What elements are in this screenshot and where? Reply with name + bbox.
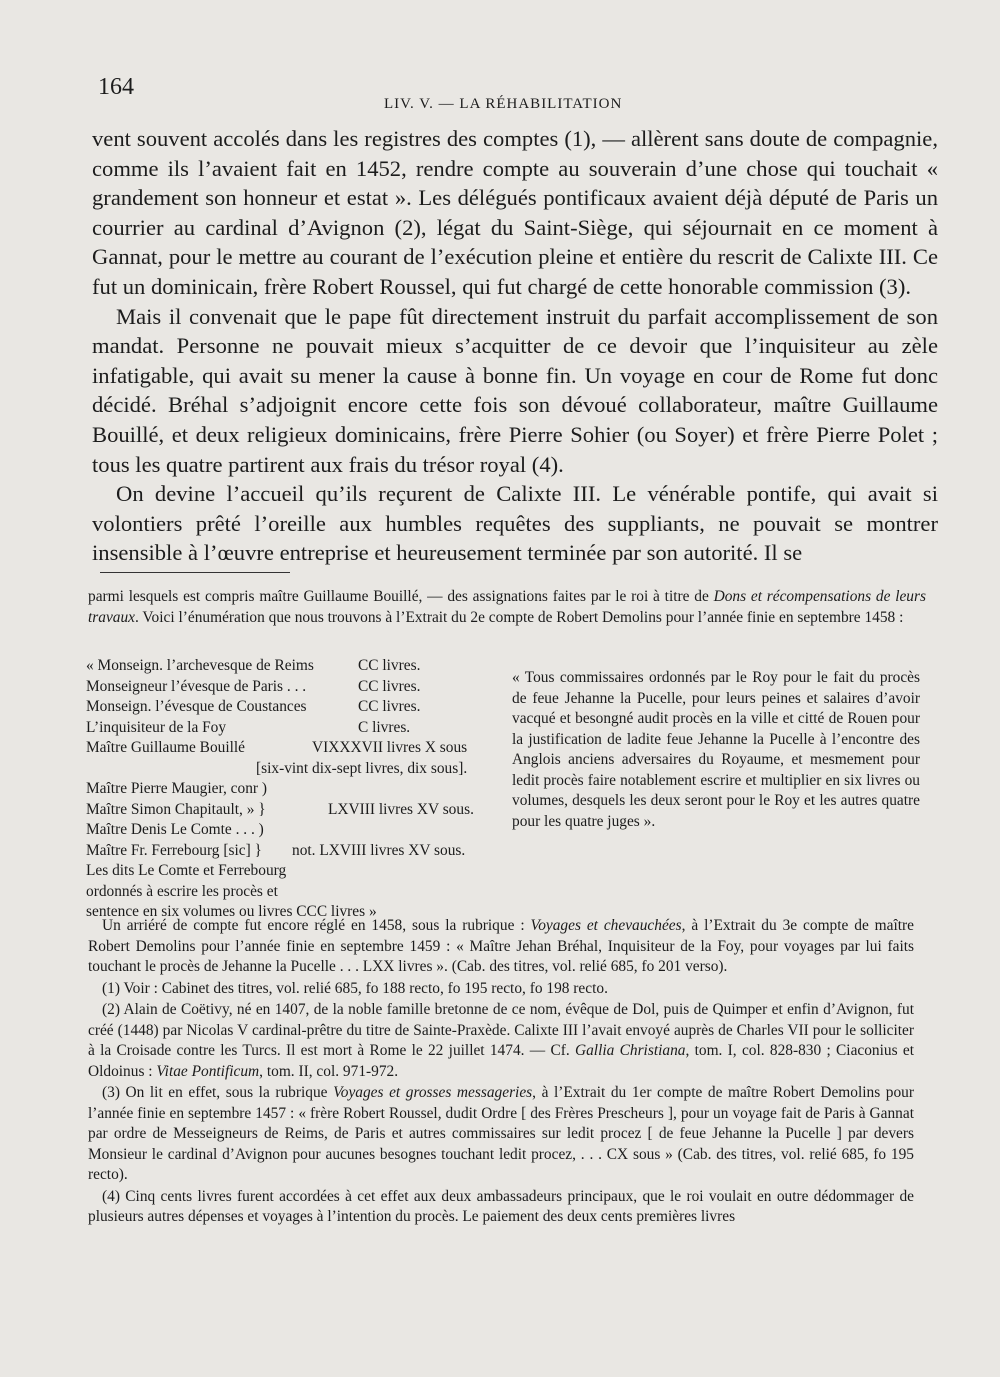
ledger-name: Monseign. l’évesque de Coustances: [86, 698, 307, 715]
ledger-amount: CC livres.: [358, 657, 421, 674]
ledger-row: [86, 800, 506, 821]
ledger-name: Maître Fr. Ferrebourg [sic] }: [86, 841, 262, 859]
footnote-text: Un arriéré de compte fut encore réglé en 1458, sous la rubrique :: [102, 917, 531, 934]
running-head: LIV. V. — LA RÉHABILITATION: [384, 96, 623, 112]
ledger-name: Maître Pierre Maugier, conr ): [86, 780, 268, 797]
page-number: 164: [98, 74, 134, 100]
ledger-name: Monseigneur l’évesque de Paris . . .: [86, 677, 307, 695]
ledger-row: [86, 697, 506, 718]
footnote-italic: Vitae Pontificum: [156, 1062, 260, 1080]
ledger-amount: CC livres.: [358, 677, 421, 695]
ledger-name: Les dits Le Comte et Ferrebourg: [86, 862, 287, 879]
footnote-text: , à l’Extrait du 1er compte de maître Robert Demolins pour l’année finie en septembre 1457 : « frère Robert Roussel, dudit Ordre [ des Frères Prescheurs ], pour un voyage fait de Paris à Gannat par ordre de Messeigneurs de Reims, de Paris et autres commissaires sur ledit procez [ de feue Jehanne la Pucelle ] par devers Monsieur le cardinal d’Avignon pour aucunes besognes touchant ledit procez, . . . CX sous » (Cab. des titres, vol. relié 685, fo 195 recto).: [88, 1084, 914, 1183]
ledger-row: [86, 759, 506, 780]
ledger-name: « Monseign. l’archevesque de Reims: [86, 657, 314, 674]
footnote-italic: Gallia Christiana: [574, 1042, 686, 1059]
footnote-rule: [100, 572, 290, 573]
ledger-row: [86, 882, 506, 903]
quoted-entry: « Tous commissaires ordonnés par le Roy pour le fait du procès de feue Jehanne la Pucelle, pour leurs peines et salaires d’avoir vacqué et besongné audit procès en la ville et citté de Rouen pour la justification de ladite feue Jehanne la Pucelle à l’encontre des Anglois anciens adversaires du Royaume, et mesmement pour ledit procès faire notablement escrire et multiplier en six livres ou volumes, desquels les deux seront pour le Roy et les autres quatre pour les quatre juges ».: [512, 669, 920, 830]
ledger-row: [86, 841, 506, 862]
page-header: [98, 74, 918, 114]
footnote-4: (4) Cinq cents livres furent accordées à cet effet aux deux ambassadeurs principaux, que le roi voulait en outre dédommager de plusieurs autres dépenses et voyages à l’intention du procès. Le paiement des deux cents premières livres: [88, 1187, 914, 1225]
ledger-amount: not. LXVIII livres XV sous.: [292, 841, 466, 859]
ledger-amount: CC livres.: [358, 698, 421, 715]
footnote-text: , à l’Extrait du 3e compte de maître Robert Demolins pour l’année finie en septembre 1459 : « Maître Jehan Bréhal, Inquisiteur de la Foy, pour voyages par lui faits touchant le procès de Jehanne la Pucelle . . . LXX livres ». (Cab. des titres, vol. relié 685, fo 201 verso).: [88, 917, 914, 975]
footnote-text: parmi lesquels est compris maître Guillaume Bouillé, — des assignations faites par le roi à titre de: [88, 588, 714, 605]
ledger-name: L’inquisiteur de la Foy: [86, 718, 227, 736]
ledger-amount: VIXXXVII livres X sous: [312, 739, 468, 756]
ledger-amount: [six-vint dix-sept livres, dix sous].: [256, 759, 468, 777]
footnotes: [88, 916, 914, 1229]
main-text: [92, 124, 938, 568]
ledger-row: [86, 738, 506, 759]
ledger-name: sentence en six volumes ou livres CCC livres »: [86, 903, 377, 920]
ledger-name: Maître Guillaume Bouillé: [86, 739, 246, 756]
footnote-arrears: [88, 916, 914, 978]
footnote-1: (1) Voir : Cabinet des titres, vol. relié 685, fo 188 recto, fo 195 recto, fo 198 recto.: [102, 979, 608, 997]
ledger-row: [86, 779, 506, 800]
footnote-continuation: [88, 587, 926, 628]
footnote-text: (3) On lit en effet, sous la rubrique: [102, 1084, 334, 1101]
account-ledger: [86, 656, 506, 923]
paragraph: Mais il convenait que le pape fût directement instruit du parfait accomplissement de son mandat. Personne ne pouvait mieux s’acquitter de ce devoir que l’inquisiteur au zèle infatigable, qui avait su mener la cause à bonne fin. Un voyage en cour de Rome fut donc décidé. Bréhal s’adjoignit encore cette fois son dévoué collaborateur, maître Guillaume Bouillé, et deux religieux dominicains, frère Pierre Sohier (ou Soyer) et frère Pierre Polet ; tous les quatre partirent aux frais du trésor royal (4).: [92, 303, 938, 477]
ledger-row: [86, 718, 506, 739]
ledger-name: Maître Simon Chapitault, » }: [86, 800, 266, 818]
footnote-3: [88, 1083, 914, 1186]
footnote-italic: Dons et récompensations de leurs travaux: [88, 588, 926, 626]
ledger-row: [86, 820, 506, 841]
ledger-name: Maître Denis Le Comte . . . ): [86, 821, 264, 838]
footnote-text: , tom. I, col. 828-830 ; Ciaconius et Oldoinus :: [88, 1042, 914, 1080]
paragraph: On devine l’accueil qu’ils reçurent de Calixte III. Le vénérable pontife, qui avait si volontiers prêté l’oreille aux humbles requêtes des suppliants, ne pouvait se montrer insensible à l’œuvre entreprise et heureusement terminée par son autorité. Il se: [92, 481, 938, 566]
ledger-row: [86, 861, 506, 882]
paragraph: vent souvent accolés dans les registres des comptes (1), — allèrent sans doute de compagnie, comme ils l’avaient fait en 1452, rendre compte au souverain d’une chose qui touchait « grandement son honneur et estat ». Les délégués pontificaux avaient déjà député de Paris un courrier au cardinal d’Avignon (2), légat du Saint-Siège, qui séjournait en ce moment à Gannat, pour le mettre au courant de l’exécution pleine et entière du rescrit de Calixte III. Ce fut un dominicain, frère Robert Roussel, qui fut chargé de cette honorable commission (3).: [92, 126, 938, 299]
ledger-row: [86, 656, 506, 677]
footnote-2: [88, 1000, 914, 1082]
footnote-italic: Voyages et chevauchées: [530, 917, 682, 934]
ledger-amount: LXVIII livres XV sous.: [328, 800, 474, 818]
footnote-text: . Voici l’énumération que nous trouvons à l’Extrait du 2e compte de Robert Demolins pour l’année finie en septembre 1458 :: [135, 608, 904, 626]
ledger-name: ordonnés à escrire les procès et: [86, 882, 278, 900]
footnote-italic: Voyages et grosses messageries: [333, 1084, 533, 1101]
ledger-row: [86, 677, 506, 698]
footnote-text: , tom. II, col. 971-972.: [259, 1062, 399, 1080]
footnote-text: (2) Alain de Coëtivy, né en 1407, de la noble famille bretonne de ce nom, évêque de Dol, puis de Quimper et enfin d’Avignon, fut créé (1448) par Nicolas V cardinal-prêtre du titre de Sainte-Praxède. Calixte III l’avait envoyé auprès de Charles VII pour le solliciter à la Croisade contre les Turcs. Il est mort à Rome le 22 juillet 1474. — Cf.: [88, 1001, 914, 1059]
ledger-amount: C livres.: [358, 718, 411, 736]
